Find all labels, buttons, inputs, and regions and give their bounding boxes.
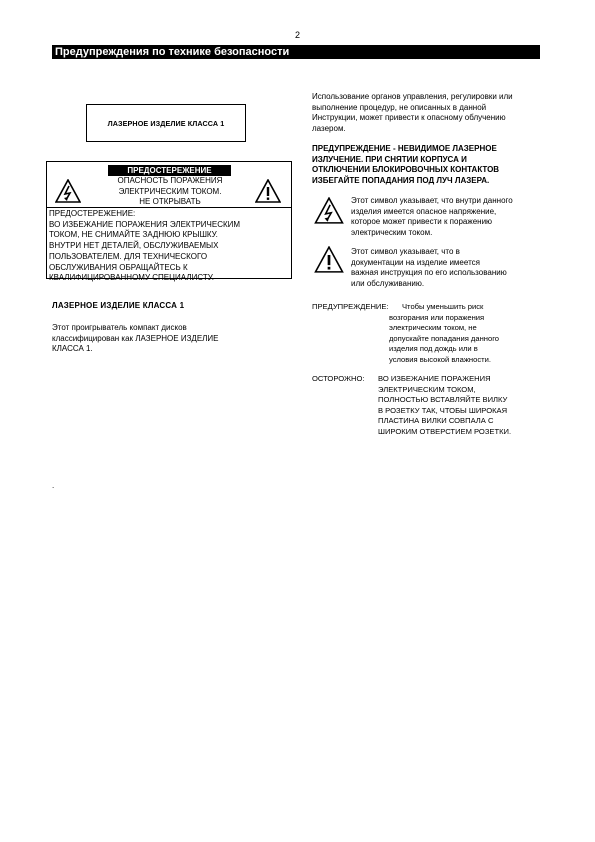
text-line: возгорания или поражения bbox=[389, 312, 485, 322]
text-line: Использование органов управления, регулировки или bbox=[312, 92, 513, 101]
text-line: изделия под дождь или в bbox=[389, 344, 478, 353]
text-line: или обслуживанию. bbox=[351, 278, 425, 288]
caution-label bbox=[46, 161, 292, 283]
intro-paragraph bbox=[312, 92, 552, 134]
caution-subtitle-line: ОПАСНОСТЬ ПОРАЖЕНИЯ bbox=[117, 176, 223, 185]
exclamation-warning-icon bbox=[255, 179, 281, 203]
text-line: электрическим током. bbox=[351, 227, 433, 237]
stray-dot: . bbox=[52, 481, 55, 490]
caution-body bbox=[49, 209, 289, 284]
laser-class-description bbox=[52, 323, 282, 355]
text-line: В РОЗЕТКУ ТАК, ЧТОБЫ ШИРОКАЯ bbox=[378, 405, 508, 415]
warning-label: ПРЕДУПРЕЖДЕНИЕ: bbox=[312, 302, 389, 311]
text-line: классифицирован как ЛАЗЕРНОЕ ИЗДЕЛИЕ bbox=[52, 333, 219, 343]
text-line: ЭЛЕКТРИЧЕСКИМ ТОКОМ, bbox=[378, 384, 476, 394]
text-line: выполнение процедур, не описанных в данной bbox=[312, 102, 487, 112]
page-number: 2 bbox=[294, 30, 300, 40]
text-line: ПЛАСТИНА ВИЛКИ СОВПАЛА С bbox=[378, 416, 494, 425]
text-line: ПРЕДУПРЕЖДЕНИЕ - НЕВИДИМОЕ ЛАЗЕРНОЕ bbox=[312, 144, 497, 153]
text-line: Этот символ указывает, что в bbox=[351, 247, 460, 256]
caution-subtitle bbox=[87, 176, 253, 208]
laser-radiation-warning bbox=[312, 144, 552, 186]
lightning-warning-icon bbox=[55, 179, 81, 203]
caution-body-line: ПОЛЬЗОВАТЕЛЕМ. ДЛЯ ТЕХНИЧЕСКОГО bbox=[49, 251, 208, 261]
plug-insertion-caution bbox=[378, 374, 553, 437]
rain-moisture-warning bbox=[389, 302, 549, 365]
text-line: которое может привести к поражению bbox=[351, 217, 493, 226]
text-line: ИЗБЕГАЙТЕ ПОПАДАНИЯ ПОД ЛУЧ ЛАЗЕРА. bbox=[312, 175, 490, 185]
caution-body-line: ОБСЛУЖИВАНИЯ ОБРАЩАЙТЕСЬ К bbox=[49, 262, 188, 272]
caution-body-line: КВАЛИФИЦИРОВАННОМУ СПЕЦИАЛИСТУ. bbox=[49, 273, 214, 283]
caution-body-line: ВО ИЗБЕЖАНИЕ ПОРАЖЕНИЯ ЭЛЕКТРИЧЕСКИМ bbox=[49, 219, 241, 229]
caution-heading: ПРЕДОСТЕРЕЖЕНИЕ bbox=[108, 165, 231, 176]
text-line: условия высокой влажности. bbox=[389, 354, 491, 364]
text-line: документации на изделие имеется bbox=[351, 257, 480, 267]
caution-subtitle-line: ЭЛЕКТРИЧЕСКИМ ТОКОМ. bbox=[118, 186, 222, 196]
caution-subtitle-line: НЕ ОТКРЫВАТЬ bbox=[139, 197, 201, 206]
text-line: ШИРОКИМ ОТВЕРСТИЕМ РОЗЕТКИ. bbox=[378, 426, 512, 436]
caution-note-label: ОСТОРОЖНО: bbox=[312, 374, 365, 383]
caution-body-line: ВНУТРИ НЕТ ДЕТАЛЕЙ, ОБСЛУЖИВАЕМЫХ bbox=[49, 241, 219, 251]
text-line: допускайте попадания данного bbox=[389, 333, 500, 343]
laser-class-heading: ЛАЗЕРНОЕ ИЗДЕЛИЕ КЛАССА 1 bbox=[52, 301, 185, 310]
text-line: ВО ИЗБЕЖАНИЕ ПОРАЖЕНИЯ bbox=[378, 374, 491, 383]
text-line: Инструкции, может привести к опасному облучению bbox=[312, 113, 506, 122]
text-line: Этот проигрыватель компакт дисков bbox=[52, 323, 187, 332]
text-line: ОТКЛЮЧЕНИИ БЛОКИРОВОЧНЫХ КОНТАКТОВ bbox=[312, 165, 500, 174]
exclamation-symbol-description bbox=[351, 247, 551, 289]
laser-class-label bbox=[86, 104, 246, 142]
text-line: ИЗЛУЧЕНИЕ. ПРИ СНЯТИИ КОРПУСА И bbox=[312, 154, 467, 164]
caution-body-line: ПРЕДОСТЕРЕЖЕНИЕ: bbox=[49, 209, 136, 218]
text-line: лазером. bbox=[312, 123, 346, 133]
text-line: важная инструкция по его использованию bbox=[351, 268, 507, 277]
lightning-symbol-description bbox=[351, 196, 551, 238]
laser-class-label-text: ЛАЗЕРНОЕ ИЗДЕЛИЕ КЛАССА 1 bbox=[107, 118, 225, 128]
text-line: ПОЛНОСТЬЮ ВСТАВЛЯЙТЕ ВИЛКУ bbox=[378, 395, 508, 404]
lightning-symbol-icon bbox=[314, 197, 344, 224]
text-line: Этот символ указывает, что внутри данного bbox=[351, 196, 513, 205]
text-line: электрическим током, не bbox=[389, 323, 477, 332]
text-line: Чтобы уменьшить риск bbox=[402, 302, 484, 311]
page-title: Предупреждения по технике безопасности bbox=[52, 45, 540, 59]
text-line: КЛАССА 1. bbox=[52, 344, 93, 353]
caution-divider bbox=[47, 207, 291, 208]
caution-body-line: ТОКОМ, НЕ СНИМАЙТЕ ЗАДНЮЮ КРЫШКУ. bbox=[49, 230, 218, 240]
text-line: изделия имеется опасное напряжение, bbox=[351, 206, 497, 216]
exclamation-symbol-icon bbox=[314, 246, 344, 273]
